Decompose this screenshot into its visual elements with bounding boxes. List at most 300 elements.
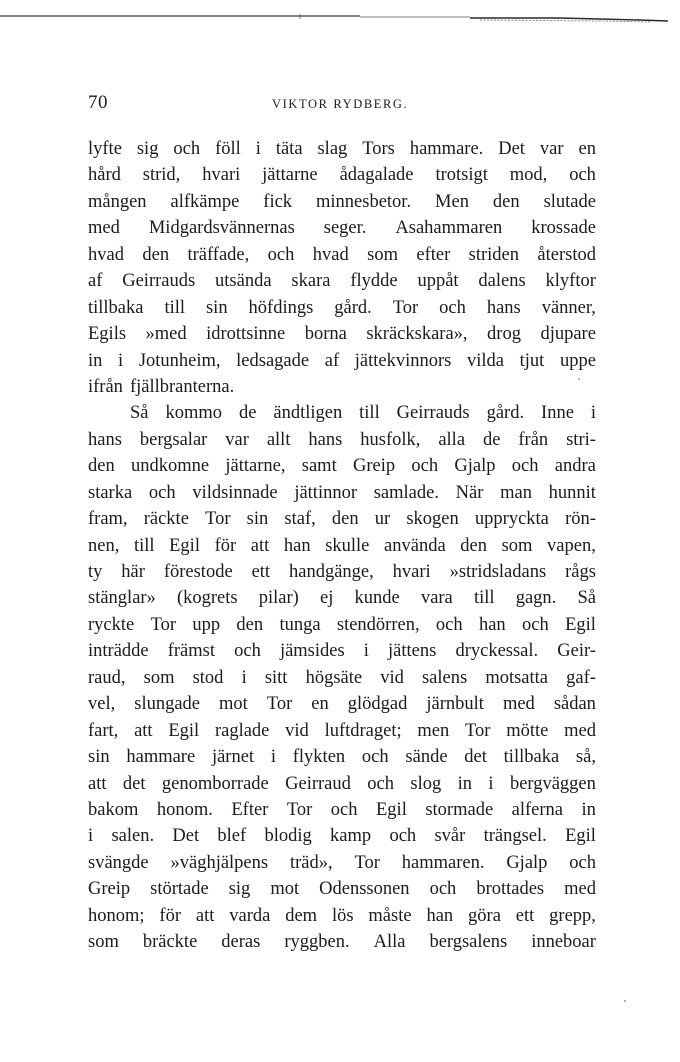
text-word: ryckte [88, 614, 135, 635]
text-word: i [241, 667, 247, 688]
text-word: främst [167, 641, 215, 662]
text-word: Efter [231, 799, 269, 820]
text-word: varda [229, 905, 271, 926]
text-line [88, 612, 596, 638]
text-word: stendörren, [336, 614, 420, 635]
text-word: sände [405, 747, 448, 768]
text-word: ej [320, 588, 334, 609]
scan-speck [578, 378, 580, 380]
text-word: Så [130, 403, 149, 424]
text-word: När [455, 482, 484, 503]
text-word: seger. [323, 218, 367, 239]
text-word: den [142, 244, 170, 265]
text-line [88, 903, 596, 929]
text-word: Tor [392, 297, 419, 318]
text-word: och [411, 456, 439, 477]
text-word: jättinnor [294, 482, 357, 503]
text-word: (kogrets [176, 588, 238, 609]
text-word: striden [468, 244, 519, 265]
text-line [88, 718, 596, 744]
text-word: handgänge, [288, 562, 374, 582]
text-word: honom; [88, 905, 145, 926]
text-word: ty [88, 562, 103, 582]
text-word: drog [487, 324, 521, 345]
text-word: att [134, 720, 153, 741]
text-line [88, 559, 596, 585]
text-line [88, 374, 596, 400]
text-word: men [417, 720, 450, 741]
text-word: Men [435, 191, 469, 212]
text-word: och [569, 165, 596, 186]
text-word: skulle [325, 535, 370, 556]
text-word: kunde [354, 588, 400, 609]
text-word: att [195, 905, 215, 926]
text-word: de [482, 429, 501, 450]
text-word: Tor [150, 614, 176, 635]
text-word: svår [434, 826, 466, 847]
text-word: störtade [150, 879, 209, 900]
text-word: i [255, 139, 261, 159]
text-word: ändtligen [273, 403, 343, 424]
text-word: och [267, 244, 295, 265]
text-word: mötte [506, 720, 549, 741]
text-word: samt [301, 456, 337, 477]
text-word: fick [263, 191, 293, 212]
text-word: bergsalar [139, 429, 208, 450]
text-word: förestode [163, 562, 233, 582]
text-word: Jotunheim, [138, 350, 221, 371]
text-line [88, 427, 596, 453]
text-word: dalens [478, 271, 526, 292]
text-word: salen. [111, 826, 155, 847]
text-word: Alla [373, 932, 406, 953]
text-word: och [522, 614, 549, 635]
text-word: raud, [88, 667, 126, 688]
text-word: för [214, 535, 237, 556]
text-word: från [518, 429, 549, 450]
text-word: raglade [214, 720, 270, 741]
text-word: Tor [286, 799, 313, 820]
text-word: gård. [486, 403, 525, 424]
text-word: Tor [465, 720, 491, 741]
text-word: Tor [354, 852, 380, 873]
text-word: i [363, 641, 369, 662]
text-line [88, 665, 596, 691]
text-word: rågs [565, 562, 596, 582]
text-word: tillbaka [88, 297, 144, 318]
text-word: vilda [467, 350, 504, 371]
text-word: var [225, 429, 249, 450]
text-word: sitt [264, 667, 288, 688]
text-word: pilar) [258, 588, 299, 609]
text-word: till [473, 588, 495, 609]
text-word: sig [136, 139, 159, 159]
text-word: trängsel. [483, 826, 547, 847]
text-word: i [118, 350, 124, 371]
text-word: slog [410, 773, 442, 794]
text-line [88, 189, 596, 215]
text-word: Egil [565, 826, 596, 847]
text-line [88, 929, 596, 955]
text-word: hunnit [548, 482, 596, 503]
text-word: ett [515, 905, 535, 926]
text-word: jämsides [279, 641, 345, 662]
text-word: skogen [406, 509, 459, 530]
text-word: täta [275, 139, 303, 159]
text-word: föll [215, 139, 241, 159]
text-word: vara [420, 588, 453, 609]
text-line [88, 876, 596, 902]
text-word: man [500, 482, 532, 503]
text-word: Så [577, 588, 596, 609]
text-word: och [361, 747, 389, 768]
text-word: alla [438, 429, 466, 450]
text-word: andra [554, 456, 596, 477]
text-line [88, 215, 596, 241]
page-header [88, 92, 596, 118]
text-line [88, 242, 596, 268]
text-word: hvari [392, 562, 431, 582]
text-word: vel, [88, 694, 116, 715]
text-word: en [578, 139, 596, 159]
text-word: Midgardsvännernas [148, 218, 295, 239]
text-word: stänglar» [88, 588, 156, 609]
text-word: Tor [266, 694, 293, 715]
text-word: bergväggen [509, 773, 596, 794]
text-word: som [501, 535, 533, 556]
text-word: Gjalp [506, 852, 548, 873]
top-edge-rule [0, 14, 668, 26]
text-line [88, 797, 596, 823]
text-word: Geir- [557, 641, 596, 662]
text-word: bergsalens [429, 932, 508, 953]
text-word: Egil [168, 720, 200, 741]
text-word: »väghjälpens [170, 852, 269, 873]
text-word: Tors [362, 139, 395, 159]
text-line [88, 321, 596, 347]
text-word: han [426, 905, 454, 926]
text-word: vänner, [541, 297, 596, 318]
text-word: den [492, 191, 520, 212]
text-word: gård. [334, 297, 372, 318]
text-word: till [164, 297, 186, 318]
text-word: och [435, 614, 463, 635]
text-line [88, 691, 596, 717]
text-word: Greip [88, 879, 131, 900]
text-word: hans [88, 429, 122, 450]
text-word: Tor [205, 509, 231, 530]
text-word: samlade. [373, 482, 439, 503]
text-word: inträdde [88, 641, 149, 662]
text-word: så, [575, 747, 596, 768]
text-word: och [429, 879, 457, 900]
text-word: upp [192, 614, 221, 635]
text-word: vid [285, 720, 309, 741]
text-line [88, 480, 596, 506]
text-word: det [122, 773, 146, 794]
text-word: den [236, 614, 264, 635]
text-word: utsända [215, 271, 272, 292]
text-word: in [457, 773, 473, 794]
text-word: att [250, 535, 270, 556]
text-word: och [511, 456, 539, 477]
text-line [88, 823, 596, 849]
text-word: slutade [543, 191, 596, 212]
text-word: med [88, 218, 120, 239]
text-word: Gjalp [454, 456, 496, 477]
text-word: som [88, 932, 119, 953]
text-word: järnbult [426, 694, 484, 715]
text-line [88, 533, 596, 559]
text-word: Geirrauds [396, 403, 470, 424]
text-word: mot [219, 694, 248, 715]
text-word: vid [380, 667, 404, 688]
text-word: honom. [156, 799, 213, 820]
text-word: allt [266, 429, 291, 450]
text-word: Odenssonen [319, 879, 410, 900]
text-word: Inne [541, 403, 574, 424]
text-word: tunga [279, 614, 321, 635]
text-word: det [464, 747, 487, 768]
text-word: använda [384, 535, 446, 556]
text-word: starka [88, 482, 133, 503]
text-word: i [590, 403, 596, 424]
text-word: måste [368, 905, 412, 926]
text-word: järnet [211, 747, 255, 768]
text-word: högsäte [305, 667, 363, 688]
text-word: Egil [565, 614, 596, 635]
text-word: hans [486, 297, 521, 318]
text-word: glödgad [347, 694, 408, 715]
text-word: som [367, 244, 398, 265]
text-word: »med [145, 324, 187, 345]
text-word: för [159, 905, 181, 926]
text-word: Det [498, 139, 525, 159]
text-word: skara [291, 271, 331, 292]
text-word: ett [251, 562, 271, 582]
text-line [88, 638, 596, 664]
body-text [88, 136, 596, 956]
text-word: djupare [540, 324, 596, 345]
text-line [88, 162, 596, 188]
text-word: Egil [169, 535, 200, 556]
text-word: bakom [88, 799, 139, 820]
text-word: en [311, 694, 329, 715]
text-word: strid, [142, 165, 181, 186]
text-word: stri- [566, 429, 596, 450]
text-word: »stridsladans [449, 562, 547, 582]
text-line [88, 850, 596, 876]
text-word: Geirrauds [122, 271, 196, 292]
text-word: bräckte [142, 932, 198, 953]
text-word: att [88, 773, 107, 794]
text-word: sin [88, 747, 110, 768]
text-word: sin [205, 297, 228, 318]
text-word: uppe [559, 350, 596, 371]
text-word: hammare [126, 747, 196, 768]
text-word: husfolk, [360, 429, 421, 450]
text-word: slungade [134, 694, 201, 715]
text-word: ifrån [88, 376, 123, 397]
text-word: vildsinnade [192, 482, 278, 503]
text-word: till [359, 403, 380, 424]
text-word: Egils [88, 324, 127, 345]
text-word: rön- [565, 509, 596, 530]
text-word: med [564, 720, 596, 741]
text-word: höfdings [248, 297, 314, 318]
text-word: brottades [476, 879, 545, 900]
text-word: mot [270, 879, 300, 900]
text-word: uppryckta [474, 509, 549, 530]
text-line [88, 744, 596, 770]
text-word: lyfte [88, 139, 122, 159]
text-word: nen, [88, 535, 120, 556]
running-head: VIKTOR RYDBERG. [272, 97, 409, 111]
text-word: lös [331, 905, 354, 926]
text-word: trotsigt [435, 165, 488, 186]
text-line [88, 268, 596, 294]
text-word: in [581, 799, 596, 820]
text-line [88, 400, 596, 426]
text-word: hvari [202, 165, 241, 186]
text-word: hammare. [409, 139, 484, 159]
text-word: af [324, 350, 340, 371]
text-word: räckte [143, 509, 189, 530]
text-word: kommo [165, 403, 222, 424]
text-word: de [238, 403, 257, 424]
text-word: fjällbranterna. [129, 376, 235, 397]
text-word: klyftor [545, 271, 596, 292]
text-word: blodig [264, 826, 312, 847]
text-word: och [569, 852, 596, 873]
text-word: jättens [388, 641, 437, 662]
text-line [88, 506, 596, 532]
text-word: och [367, 773, 394, 794]
text-word: återstod [537, 244, 596, 265]
text-word: han [478, 614, 506, 635]
text-line [88, 348, 596, 374]
text-word: vapen, [547, 535, 596, 556]
text-word: med [502, 694, 535, 715]
text-word: ådagalade [339, 165, 414, 186]
text-word: minnesbetor. [316, 191, 412, 212]
text-word: genomborrade [161, 773, 269, 794]
text-word: inneboar [531, 932, 596, 953]
text-word: motsatta [485, 667, 549, 688]
text-word: hvad [312, 244, 349, 265]
text-word: salens [421, 667, 468, 688]
text-word: borna [304, 324, 347, 345]
text-line [88, 585, 596, 611]
text-word: som [143, 667, 175, 688]
text-word: han [283, 535, 311, 556]
text-word: träffade, [187, 244, 250, 265]
text-word: den [460, 535, 487, 556]
text-word: in [88, 350, 103, 371]
text-word: tjut [519, 350, 545, 371]
text-word: ledsagade [236, 350, 310, 371]
text-word: Greip [353, 456, 396, 477]
text-word: var [539, 139, 564, 159]
text-line [88, 136, 596, 162]
text-word: gagn. [515, 588, 557, 609]
text-word: mången [88, 191, 147, 212]
text-word: blef [217, 826, 247, 847]
text-word: här [121, 562, 145, 582]
text-word: dryckessal. [455, 641, 539, 662]
text-word: Det [172, 826, 200, 847]
text-word: sig [228, 879, 251, 900]
text-word: stod [192, 667, 224, 688]
text-word: träd», [289, 852, 333, 873]
text-word: göra [468, 905, 501, 926]
text-word: tillbaka [503, 747, 560, 768]
text-word: och [439, 297, 466, 318]
text-word: mod, [509, 165, 548, 186]
text-word: jättarne [262, 165, 318, 186]
text-word: och [234, 641, 261, 662]
text-word: undkomne [131, 456, 210, 477]
text-word: den [331, 509, 359, 530]
text-word: alfkämpe [170, 191, 240, 212]
text-word: fart, [88, 720, 119, 741]
text-line [88, 295, 596, 321]
text-word: och [148, 482, 176, 503]
text-word: till [133, 535, 155, 556]
text-word: slag [317, 139, 348, 159]
text-word: krossade [531, 218, 596, 239]
text-word: grepp, [549, 905, 596, 926]
text-word: skräckskara», [366, 324, 468, 345]
text-word: hammaren. [401, 852, 485, 873]
text-word: dem [285, 905, 318, 926]
text-word: stormade [425, 799, 494, 820]
text-word: efter [416, 244, 451, 265]
text-word: och [330, 799, 358, 820]
text-word: och [389, 826, 417, 847]
text-word: flykten [292, 747, 346, 768]
page-number: 70 [88, 92, 108, 113]
text-word: staf, [284, 509, 316, 530]
text-word: svängde [88, 852, 149, 873]
text-line [88, 453, 596, 479]
text-word: jättekvinnors [354, 350, 452, 371]
text-line [88, 771, 596, 797]
text-word: Geirraud [285, 773, 351, 794]
text-word: ur [374, 509, 391, 530]
text-word: luftdraget; [324, 720, 402, 741]
text-word: Egil [376, 799, 407, 820]
text-word: i [488, 773, 494, 794]
text-word: Asahammaren [395, 218, 503, 239]
text-word: hård [88, 165, 121, 186]
text-word: i [88, 826, 94, 847]
text-word: den [88, 456, 115, 477]
text-word: jättarne, [225, 456, 286, 477]
text-word: af [88, 271, 103, 292]
text-word: idrottsinne [206, 324, 286, 345]
text-word: med [564, 879, 596, 900]
text-word: flydde [350, 271, 398, 292]
text-word: gaf- [566, 667, 596, 688]
text-word: fram, [88, 509, 128, 530]
text-word: hans [308, 429, 343, 450]
text-word: och [173, 139, 201, 159]
text-word: sådan [553, 694, 596, 715]
text-word: hvad [88, 244, 124, 265]
text-word: alferna [511, 799, 564, 820]
text-word: i [270, 747, 276, 768]
